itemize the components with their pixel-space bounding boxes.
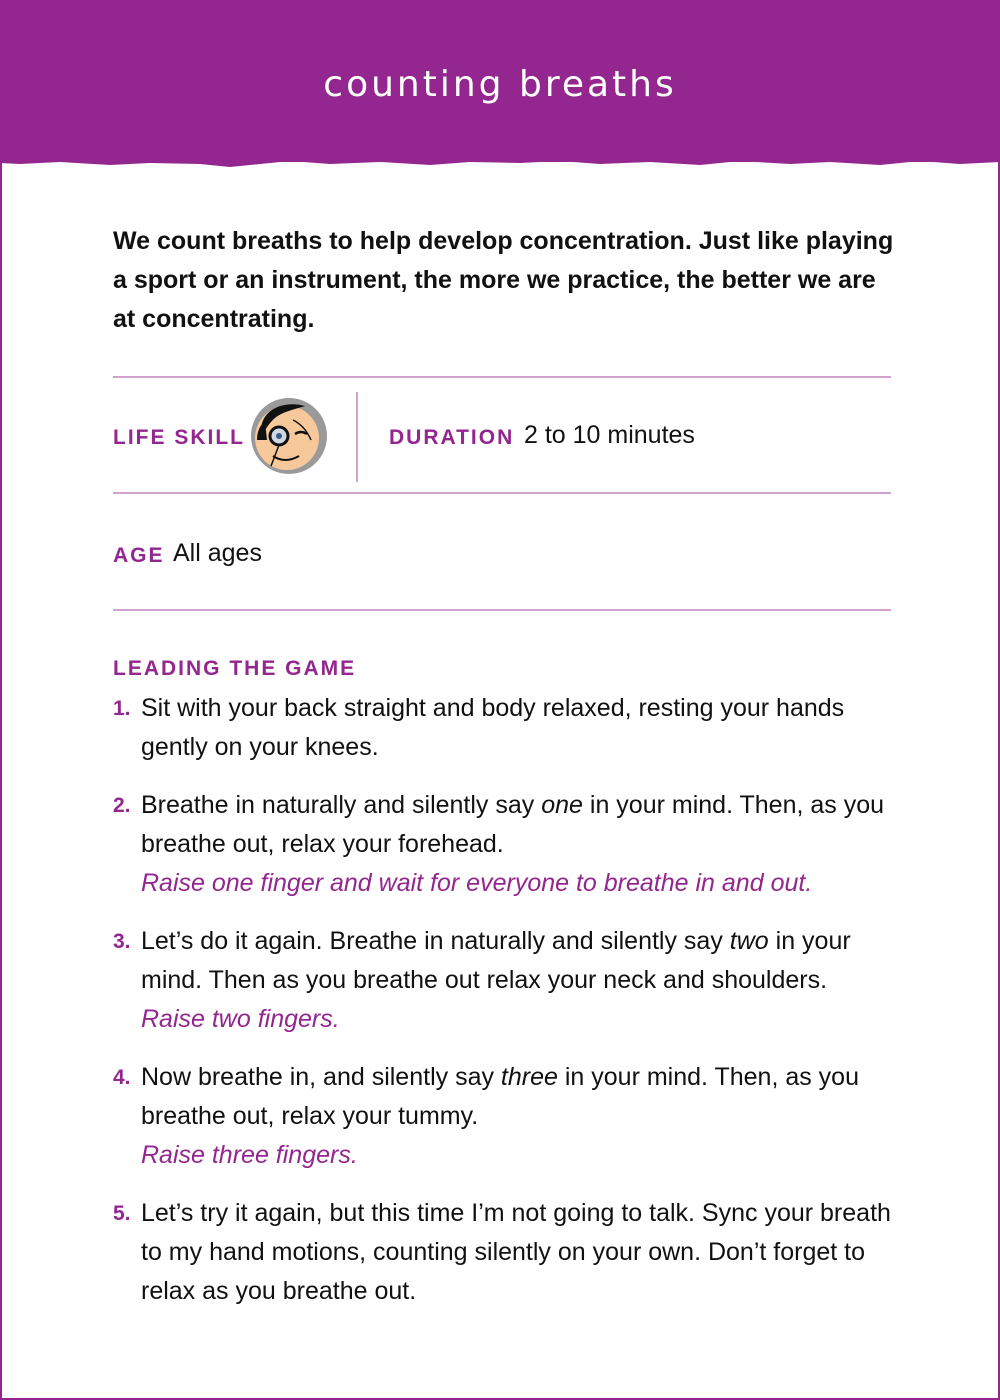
step-emphasis: three — [500, 1063, 558, 1091]
list-item — [113, 1194, 903, 1311]
focus-face-monocle-icon — [249, 396, 329, 476]
step-text: Breathe in naturally and silently say — [141, 791, 542, 819]
info-row — [113, 392, 891, 482]
duration-value: 2 to 10 minutes — [524, 421, 695, 449]
list-item — [113, 689, 903, 767]
info-vertical-divider — [356, 392, 358, 482]
age-row — [113, 530, 891, 580]
step-emphasis: one — [541, 791, 583, 819]
section-heading: LEADING THE GAME — [113, 657, 357, 680]
step-text: Let’s do it again. Breathe in naturally and silently say — [141, 927, 730, 955]
step-number: 4. — [113, 1066, 131, 1089]
age-label: AGE — [113, 544, 165, 567]
step-number: 5. — [113, 1202, 131, 1225]
age-value: All ages — [173, 539, 262, 567]
step-number: 1. — [113, 697, 131, 720]
step-text: Now breathe in, and silently say — [141, 1063, 501, 1091]
intro-paragraph: We count breaths to help develop concentration. Just like playing a sport or an instrument, the more we practice, the better we are at concentrating. — [113, 227, 894, 333]
steps-list — [113, 689, 903, 1330]
list-item — [113, 1058, 903, 1175]
step-note: Raise two fingers. — [141, 1005, 340, 1033]
divider — [113, 376, 891, 378]
step-number: 3. — [113, 930, 131, 953]
banner-brush-edge — [0, 152, 1000, 172]
step-number: 2. — [113, 794, 131, 817]
step-note: Raise one finger and wait for everyone to breathe in and out. — [141, 869, 813, 897]
duration-label: DURATION — [389, 426, 515, 449]
step-text: in your mind. Then as you breathe out relax your neck and shoulders. — [141, 927, 851, 994]
step-text: in your mind. Then, as you breathe out, relax your forehead. — [141, 791, 885, 858]
list-item — [113, 922, 903, 1039]
step-text: Let’s try it again, but this time I’m not going to talk. Sync your breath to my hand motions, counting silently on your own. Don’t forget to relax as you breathe out. — [141, 1199, 891, 1305]
divider — [113, 492, 891, 494]
step-text: Sit with your back straight and body relaxed, resting your hands gently on your knees. — [141, 694, 845, 761]
life-skill-label: LIFE SKILL — [113, 426, 245, 449]
step-emphasis: two — [729, 927, 769, 955]
divider — [113, 609, 891, 611]
page-title: counting breaths — [323, 64, 677, 105]
step-note: Raise three fingers. — [141, 1141, 358, 1169]
list-item — [113, 786, 903, 903]
step-text: in your mind. Then, as you breathe out, relax your tummy. — [141, 1063, 859, 1130]
